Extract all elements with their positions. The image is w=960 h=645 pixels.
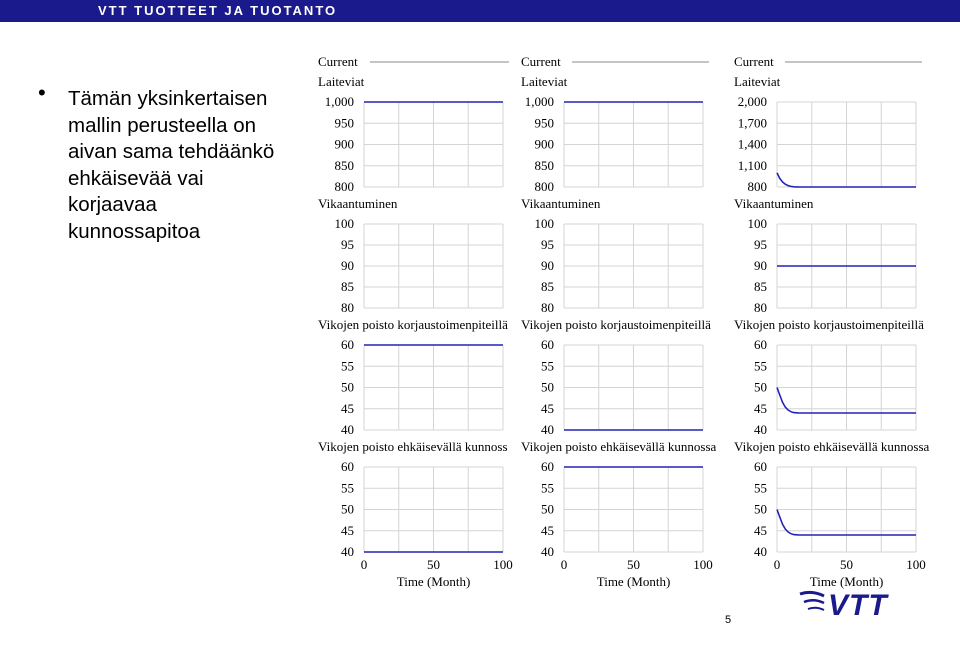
y-tick-label: 50 <box>541 501 554 517</box>
y-tick-label: 800 <box>534 179 554 194</box>
y-tick-label: 50 <box>341 501 354 517</box>
y-tick-label: 50 <box>754 379 767 395</box>
y-tick-label: 80 <box>541 300 554 315</box>
y-tick-label: 850 <box>334 157 354 173</box>
y-tick-label: 45 <box>754 522 767 538</box>
y-tick-label: 40 <box>341 422 354 437</box>
x-axis-label: Time (Month) <box>809 574 884 589</box>
y-tick-label: 950 <box>534 115 554 131</box>
y-tick-label: 95 <box>754 237 767 252</box>
y-tick-label: 40 <box>754 422 767 437</box>
x-axis-label: Time (Month) <box>396 574 471 589</box>
y-tick-label: 60 <box>541 337 554 352</box>
y-tick-label: 1,100 <box>737 157 767 173</box>
y-tick-label: 100 <box>334 216 354 231</box>
panel-title: Vikojen poisto korjaustoimenpiteillä <box>521 317 711 332</box>
x-tick-label: 100 <box>493 557 513 572</box>
logo-swoosh <box>800 592 824 596</box>
y-tick-label: 45 <box>541 522 554 538</box>
y-tick-label: 80 <box>341 300 354 315</box>
logo-swoosh <box>804 600 824 603</box>
y-tick-label: 55 <box>754 480 767 496</box>
x-tick-label: 50 <box>427 557 440 572</box>
y-tick-label: 40 <box>341 544 354 559</box>
slide-text-line: aivan sama tehdäänkö <box>68 140 275 163</box>
page-number: 5 <box>725 614 732 626</box>
vtt-logo <box>798 588 916 618</box>
y-tick-label: 60 <box>341 337 354 352</box>
y-tick-label: 800 <box>334 179 354 194</box>
y-tick-label: 40 <box>754 544 767 559</box>
y-tick-label: 100 <box>747 216 767 231</box>
slide-text-line: korjaavaa <box>68 193 157 216</box>
panel-title: Laiteviat <box>318 74 365 89</box>
y-tick-label: 800 <box>747 179 767 194</box>
y-tick-label: 40 <box>541 422 554 437</box>
panel-title: Vikojen poisto ehkäisevällä kunnossa <box>734 439 930 454</box>
y-tick-label: 85 <box>541 279 554 294</box>
y-tick-label: 60 <box>541 459 554 474</box>
x-tick-label: 50 <box>627 557 640 572</box>
panel-title: Vikojen poisto ehkäisevällä kunnossa <box>521 439 717 454</box>
y-tick-label: 55 <box>341 358 354 374</box>
x-tick-label: 100 <box>906 557 926 572</box>
y-tick-label: 60 <box>754 459 767 474</box>
panel-title: Vikaantuminen <box>318 196 398 211</box>
y-tick-label: 45 <box>341 400 354 416</box>
current-label: Current <box>521 54 561 69</box>
y-tick-label: 1,000 <box>324 94 354 109</box>
current-label: Current <box>734 54 774 69</box>
bullet-point: • <box>38 80 46 105</box>
panel-title: Vikojen poisto korjaustoimenpiteillä <box>318 317 508 332</box>
y-tick-label: 55 <box>541 358 554 374</box>
slide-text-line: ehkäisevää vai <box>68 166 204 190</box>
y-tick-label: 55 <box>754 358 767 374</box>
y-tick-label: 45 <box>754 400 767 416</box>
y-tick-label: 1,000 <box>524 94 554 109</box>
y-tick-label: 85 <box>341 279 354 294</box>
panel-title: Laiteviat <box>521 74 568 89</box>
y-tick-label: 1,700 <box>737 115 767 131</box>
y-tick-label: 90 <box>754 258 767 273</box>
y-tick-label: 950 <box>334 115 354 131</box>
y-tick-label: 80 <box>754 300 767 315</box>
y-tick-label: 50 <box>341 379 354 395</box>
y-tick-label: 900 <box>534 136 554 152</box>
y-tick-label: 95 <box>541 237 554 252</box>
y-tick-label: 60 <box>341 459 354 474</box>
y-tick-label: 2,000 <box>737 94 767 109</box>
y-tick-label: 55 <box>541 480 554 496</box>
logo-swoosh <box>808 608 824 610</box>
y-tick-label: 45 <box>341 522 354 538</box>
slide-text-line: kunnossapitoa <box>68 219 201 243</box>
x-axis-label: Time (Month) <box>596 574 671 589</box>
y-tick-label: 50 <box>541 379 554 395</box>
y-tick-label: 55 <box>341 480 354 496</box>
y-tick-label: 900 <box>334 136 354 152</box>
y-tick-label: 100 <box>534 216 554 231</box>
y-tick-label: 90 <box>541 258 554 273</box>
y-tick-label: 1,400 <box>737 136 767 152</box>
x-tick-label: 0 <box>360 557 368 572</box>
x-tick-label: 0 <box>773 557 781 572</box>
slide-text-line: mallin perusteella on <box>68 113 257 137</box>
y-tick-label: 850 <box>534 157 554 173</box>
x-tick-label: 0 <box>560 557 568 572</box>
y-tick-label: 90 <box>341 258 354 273</box>
x-tick-label: 50 <box>840 557 853 572</box>
x-tick-label: 100 <box>693 557 713 572</box>
panel-title: Laiteviat <box>734 74 781 89</box>
header-title: VTT TUOTTEET JA TUOTANTO <box>98 3 338 18</box>
panel-title: Vikaantuminen <box>521 196 601 211</box>
y-tick-label: 40 <box>541 544 554 559</box>
current-label: Current <box>318 54 358 69</box>
y-tick-label: 85 <box>754 279 767 294</box>
y-tick-label: 60 <box>754 337 767 352</box>
y-tick-label: 50 <box>754 501 767 517</box>
slide-text-line: Tämän yksinkertaisen <box>68 87 268 110</box>
y-tick-label: 95 <box>341 237 354 252</box>
y-tick-label: 45 <box>541 400 554 416</box>
logo-text: VTT <box>828 589 888 618</box>
panel-title: Vikaantuminen <box>734 196 814 211</box>
panel-title: Vikojen poisto ehkäisevällä kunnoss <box>318 439 508 454</box>
panel-title: Vikojen poisto korjaustoimenpiteillä <box>734 317 924 332</box>
